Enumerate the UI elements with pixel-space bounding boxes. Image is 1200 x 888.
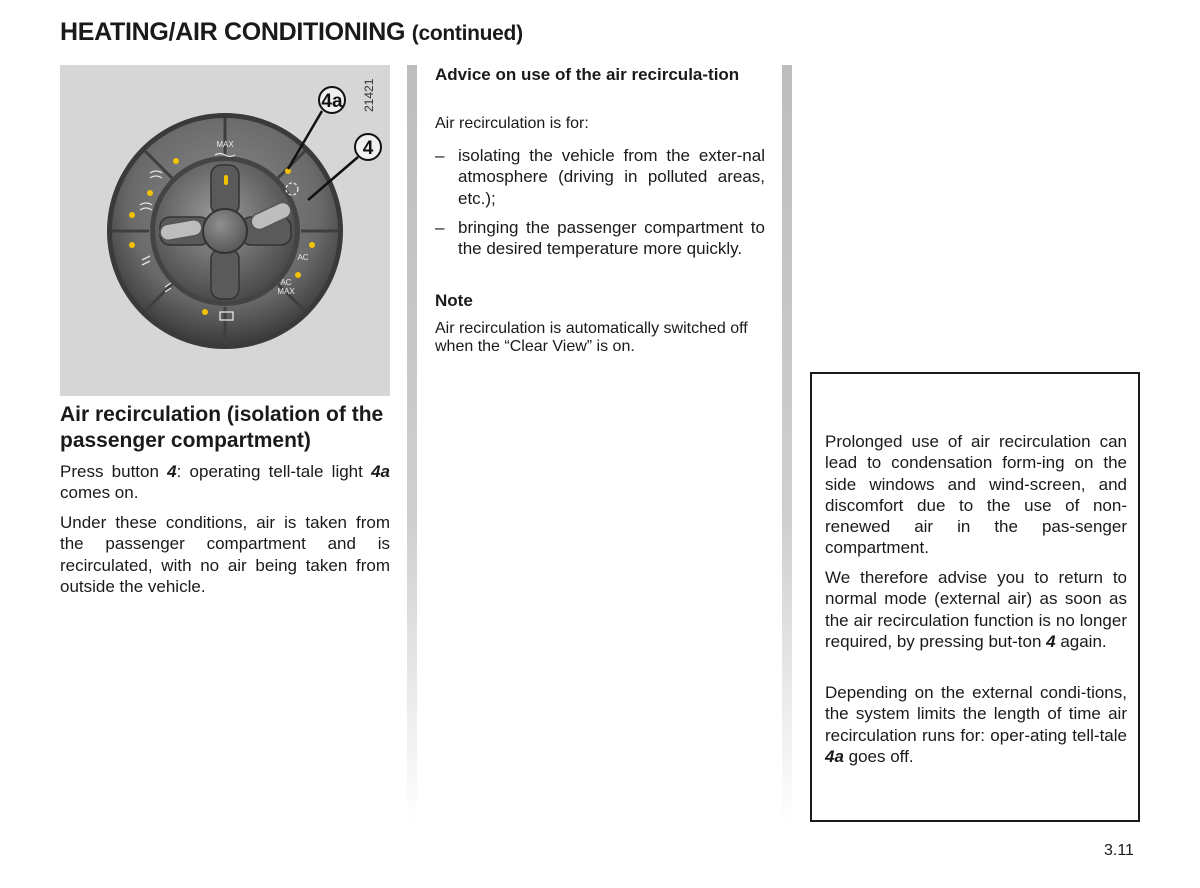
- list-item-text: bringing the passenger compartment to the desired temperature more quickly.: [458, 218, 765, 259]
- callout-4-label: 4: [362, 138, 374, 159]
- page-title: [60, 18, 523, 47]
- advice-intro: Air recirculation is for:: [435, 115, 589, 132]
- caution-paragraph-2: We therefore advise you to return to normal mode (external air) as soon as the air recirculation function is no longer required, by pressing but-ton 4 again.: [825, 568, 1127, 651]
- ac-max-label-bottom: MAX: [277, 287, 295, 296]
- list-dash: –: [435, 218, 445, 237]
- caution-paragraph-1: Prolonged use of air recirculation can lead to condensation form-ing on the side windows and wind-screen, and discomfort due to the use of non-renewed air in the pas-senger compartment.: [825, 432, 1127, 558]
- advice-heading: [435, 64, 765, 85]
- page-title-continued: (continued): [411, 22, 523, 45]
- section-heading-recirculation: Air recirculation (isolation of the passenger compartment): [60, 403, 384, 452]
- note-heading: Note: [435, 291, 473, 310]
- column-divider-left: [407, 65, 417, 825]
- column-divider-right: [782, 65, 792, 825]
- list-dash: –: [435, 146, 445, 165]
- paragraph-conditions: Under these conditions, air is taken from the passenger compartment and is recirculated, with no air being taken from outside the vehicle.: [60, 513, 390, 596]
- ac-label: AC: [297, 253, 309, 262]
- list-item: [435, 217, 765, 260]
- page-number: 3.11: [1104, 842, 1134, 859]
- max-defrost-label: MAX: [216, 140, 234, 149]
- list-item-text: isolating the vehicle from the exter-nal atmosphere (driving in polluted areas, etc.);: [458, 146, 765, 208]
- control-panel-figure: [60, 65, 390, 396]
- dial-hub: [203, 209, 247, 253]
- paragraph-press-button: Press button 4: operating tell-tale light 4a comes on.: [60, 462, 390, 503]
- caution-box: [810, 372, 1140, 822]
- ac-max-label-top: AC: [280, 278, 292, 287]
- advice-list: [435, 145, 765, 209]
- caution-paragraph-3: Depending on the external condi-tions, the system limits the length of time air recirculation runs for: oper-ating tell-tale 4a goes off.: [825, 683, 1127, 766]
- callout-4a-label: 4a: [321, 91, 343, 112]
- list-item: [435, 145, 765, 209]
- figure-reference-number: 21421: [362, 78, 376, 112]
- control-panel-illustration: [60, 65, 390, 396]
- advice-heading-text: Advice on use of the air recircula-tion: [435, 65, 740, 84]
- advice-list-2: [435, 217, 765, 260]
- note-text: Air recirculation is automatically switched off when the “Clear View” is on.: [435, 320, 748, 355]
- page-title-main: HEATING/AIR CONDITIONING: [60, 18, 406, 46]
